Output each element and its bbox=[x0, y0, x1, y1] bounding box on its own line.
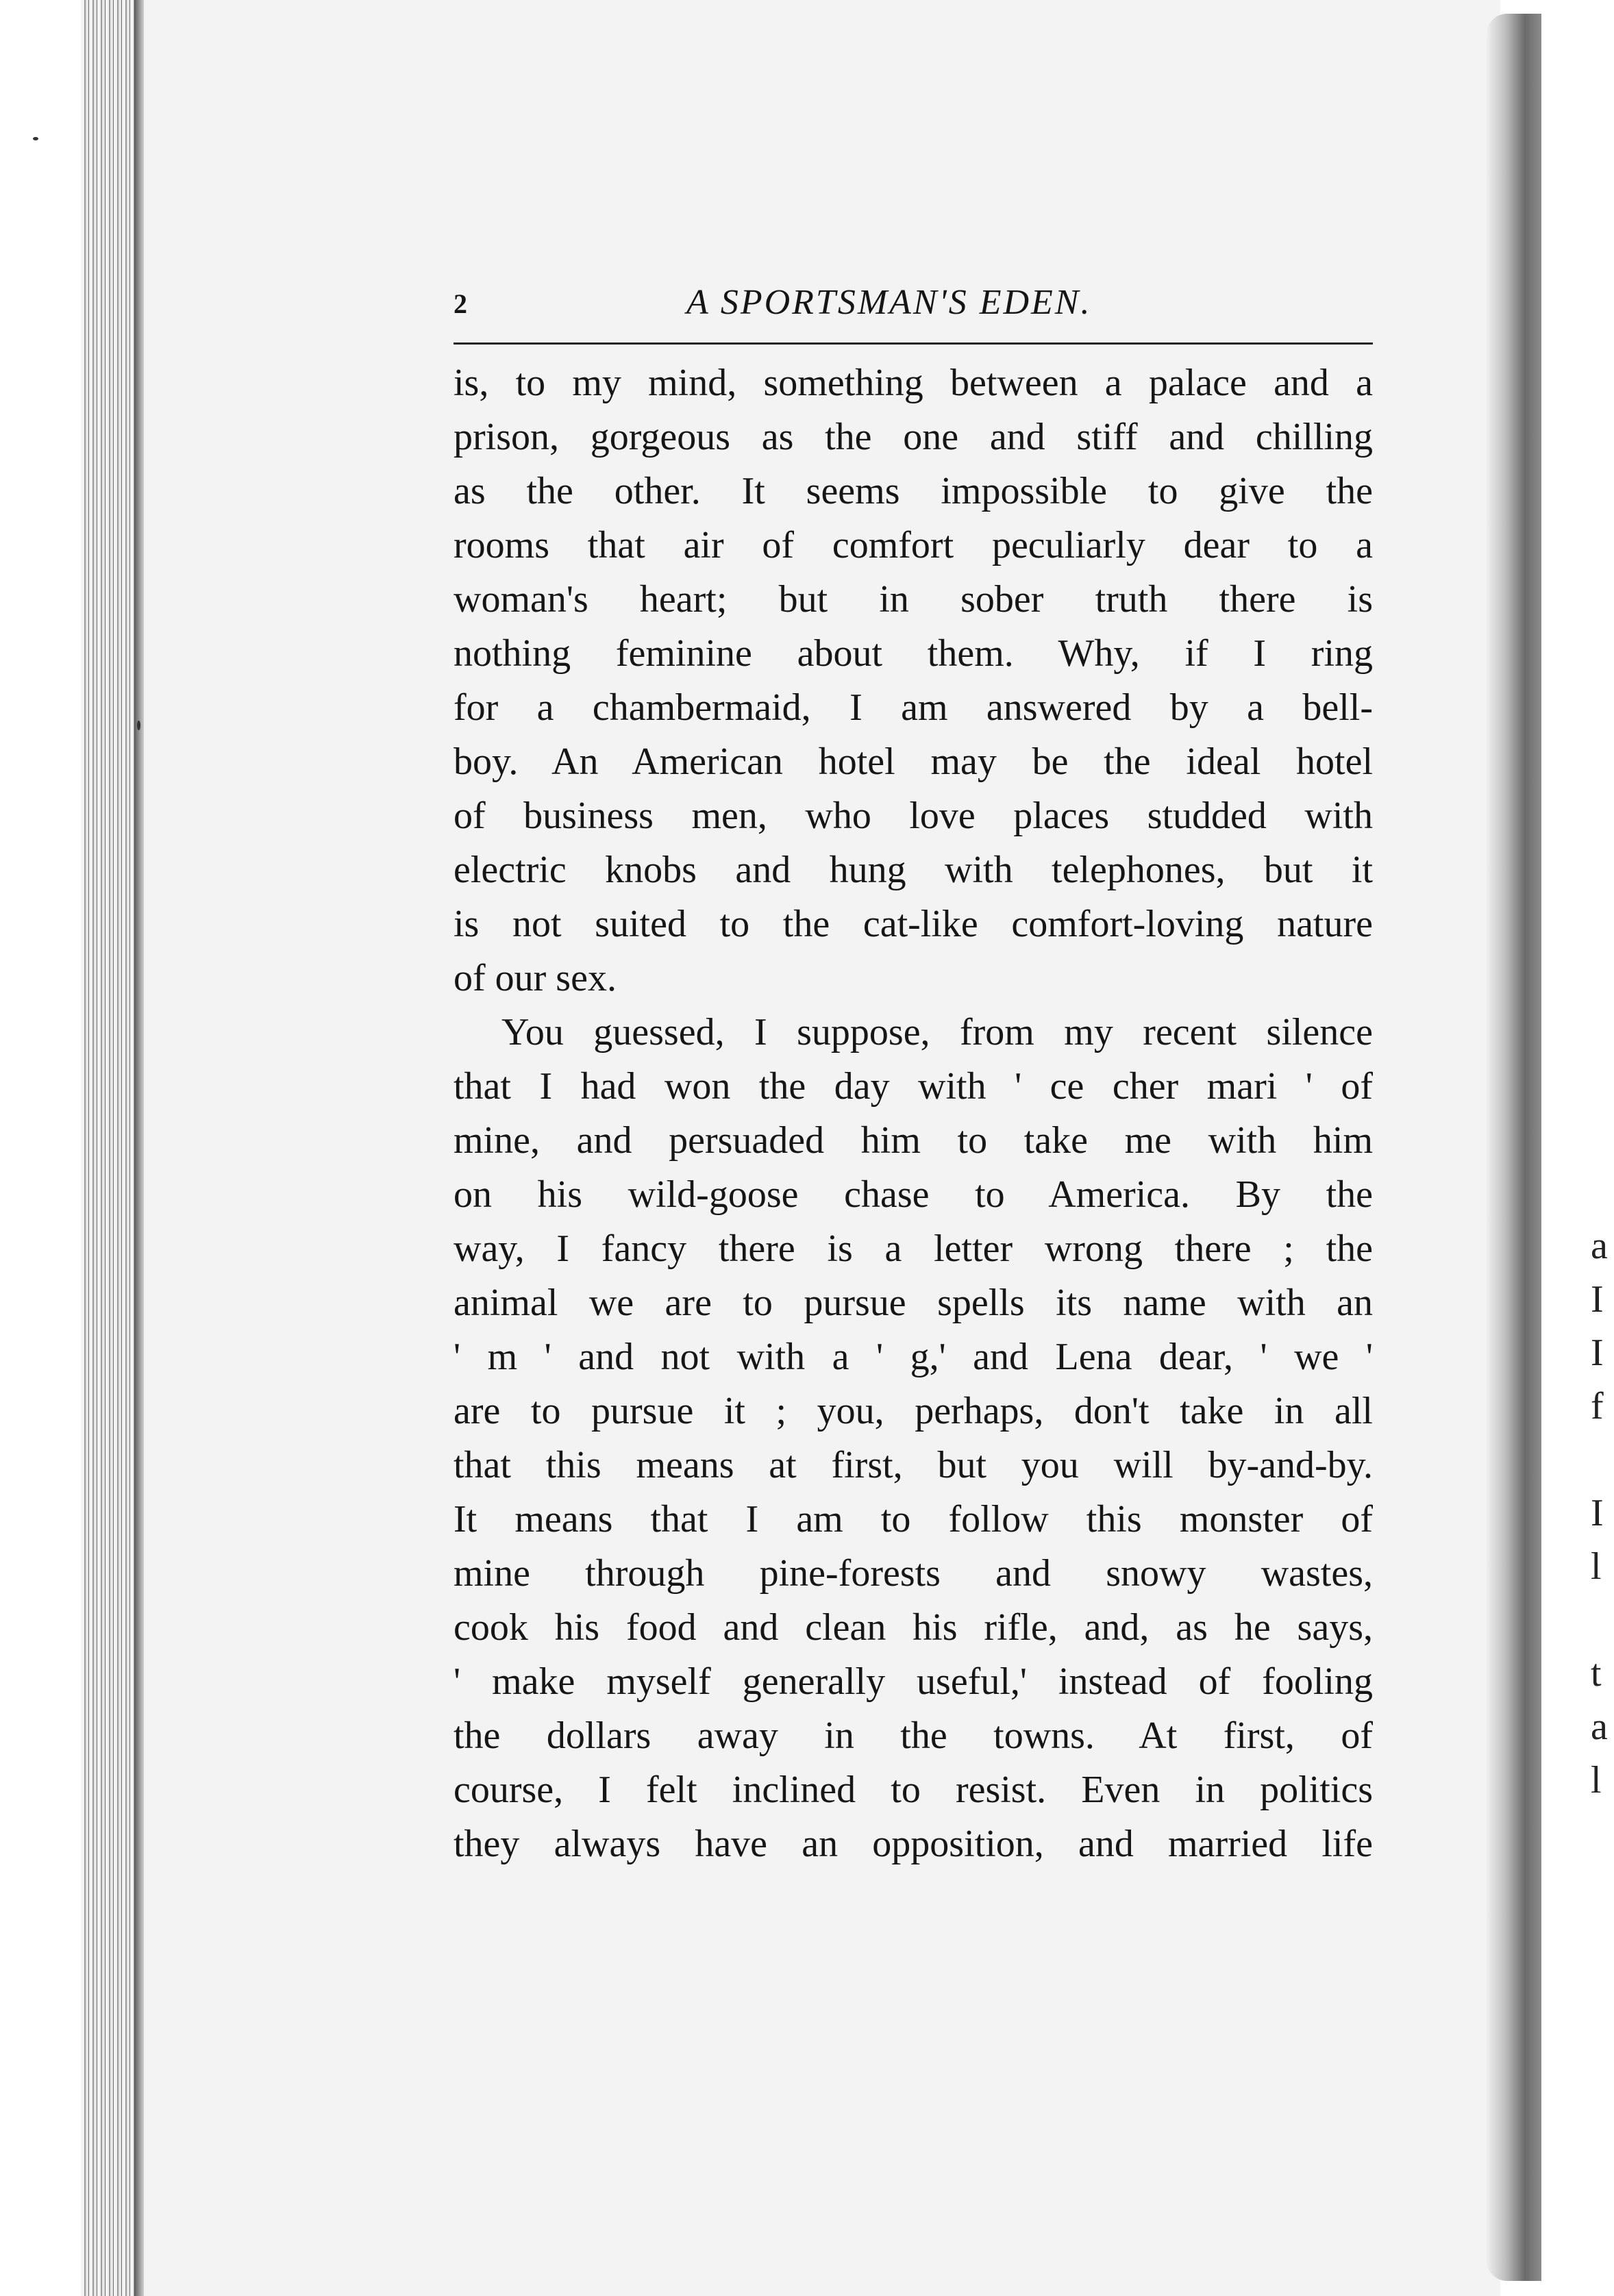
text-line: is, to my mind, something between a palace and a bbox=[454, 362, 1373, 404]
text-line: ' m ' and not with a ' g,' and Lena dear, ' we ' bbox=[454, 1336, 1373, 1378]
next-page-fragments bbox=[1591, 1219, 1614, 1807]
text-line: prison, gorgeous as the one and stiff and chilling bbox=[454, 416, 1373, 458]
text-line: that I had won the day with ' ce cher mari ' of bbox=[454, 1065, 1373, 1108]
page-number: 2 bbox=[454, 288, 467, 319]
fragment: I bbox=[1591, 1278, 1604, 1321]
text-line: are to pursue it ; you, perhaps, don't take in all bbox=[454, 1390, 1373, 1432]
text-line: nothing feminine about them. Why, if I ring bbox=[454, 632, 1373, 675]
text-line: mine through pine-forests and snowy wastes, bbox=[454, 1552, 1373, 1595]
page-edges-shadow bbox=[134, 0, 144, 2296]
text-line: animal we are to pursue spells its name with an bbox=[454, 1282, 1373, 1324]
fragment: f bbox=[1591, 1385, 1604, 1427]
fragment bbox=[1591, 1593, 1614, 1647]
fragment: a bbox=[1591, 1706, 1608, 1748]
text-line: of business men, who love places studded with bbox=[454, 795, 1373, 837]
fragment: l bbox=[1591, 1759, 1602, 1801]
text-line: cook his food and clean his rifle, and, as he says, bbox=[454, 1606, 1373, 1649]
fragment: a bbox=[1591, 1225, 1608, 1267]
gutter-shadow bbox=[1487, 14, 1541, 2281]
text-line: as the other. It seems impossible to give the bbox=[454, 470, 1373, 512]
text-line: ' make myself generally useful,' instead of fooling bbox=[454, 1660, 1373, 1703]
text-line: rooms that air of comfort peculiarly dear to a bbox=[454, 524, 1373, 566]
text-line: the dollars away in the towns. At first, of bbox=[454, 1714, 1373, 1757]
scan-speck bbox=[137, 721, 140, 730]
text-line: You guessed, I suppose, from my recent silence bbox=[501, 1011, 1373, 1053]
text-line: that this means at first, but you will by-and-by. bbox=[454, 1444, 1373, 1486]
text-line: mine, and persuaded him to take me with him bbox=[454, 1119, 1373, 1162]
fragment: t bbox=[1591, 1652, 1602, 1695]
text-line: is not suited to the cat-like comfort-loving nature bbox=[454, 903, 1373, 945]
text-line: It means that I am to follow this monster of bbox=[454, 1498, 1373, 1540]
body-text bbox=[454, 356, 1373, 1871]
fragment: I bbox=[1591, 1492, 1604, 1534]
header-rule bbox=[454, 342, 1373, 345]
fragment: l bbox=[1591, 1545, 1602, 1588]
fragment: I bbox=[1591, 1332, 1604, 1374]
text-line: for a chambermaid, I am answered by a bell- bbox=[454, 686, 1373, 729]
running-head bbox=[454, 282, 1373, 344]
running-title: A SPORTSMAN'S EDEN. bbox=[686, 283, 1092, 322]
text-line: electric knobs and hung with telephones, but it bbox=[454, 849, 1373, 891]
text-line: boy. An American hotel may be the ideal hotel bbox=[454, 740, 1373, 783]
fragment bbox=[1591, 1433, 1614, 1486]
text-line: they always have an opposition, and married life bbox=[454, 1823, 1373, 1865]
text-line: course, I felt inclined to resist. Even in politics bbox=[454, 1769, 1373, 1811]
text-line: of our sex. bbox=[454, 957, 617, 999]
next-page-edge bbox=[1541, 0, 1614, 2296]
text-line: way, I fancy there is a letter wrong there ; the bbox=[454, 1227, 1373, 1270]
text-line: on his wild-goose chase to America. By the bbox=[454, 1173, 1373, 1216]
scan-speck bbox=[33, 137, 38, 140]
text-line: woman's heart; but in sober truth there is bbox=[454, 578, 1373, 621]
